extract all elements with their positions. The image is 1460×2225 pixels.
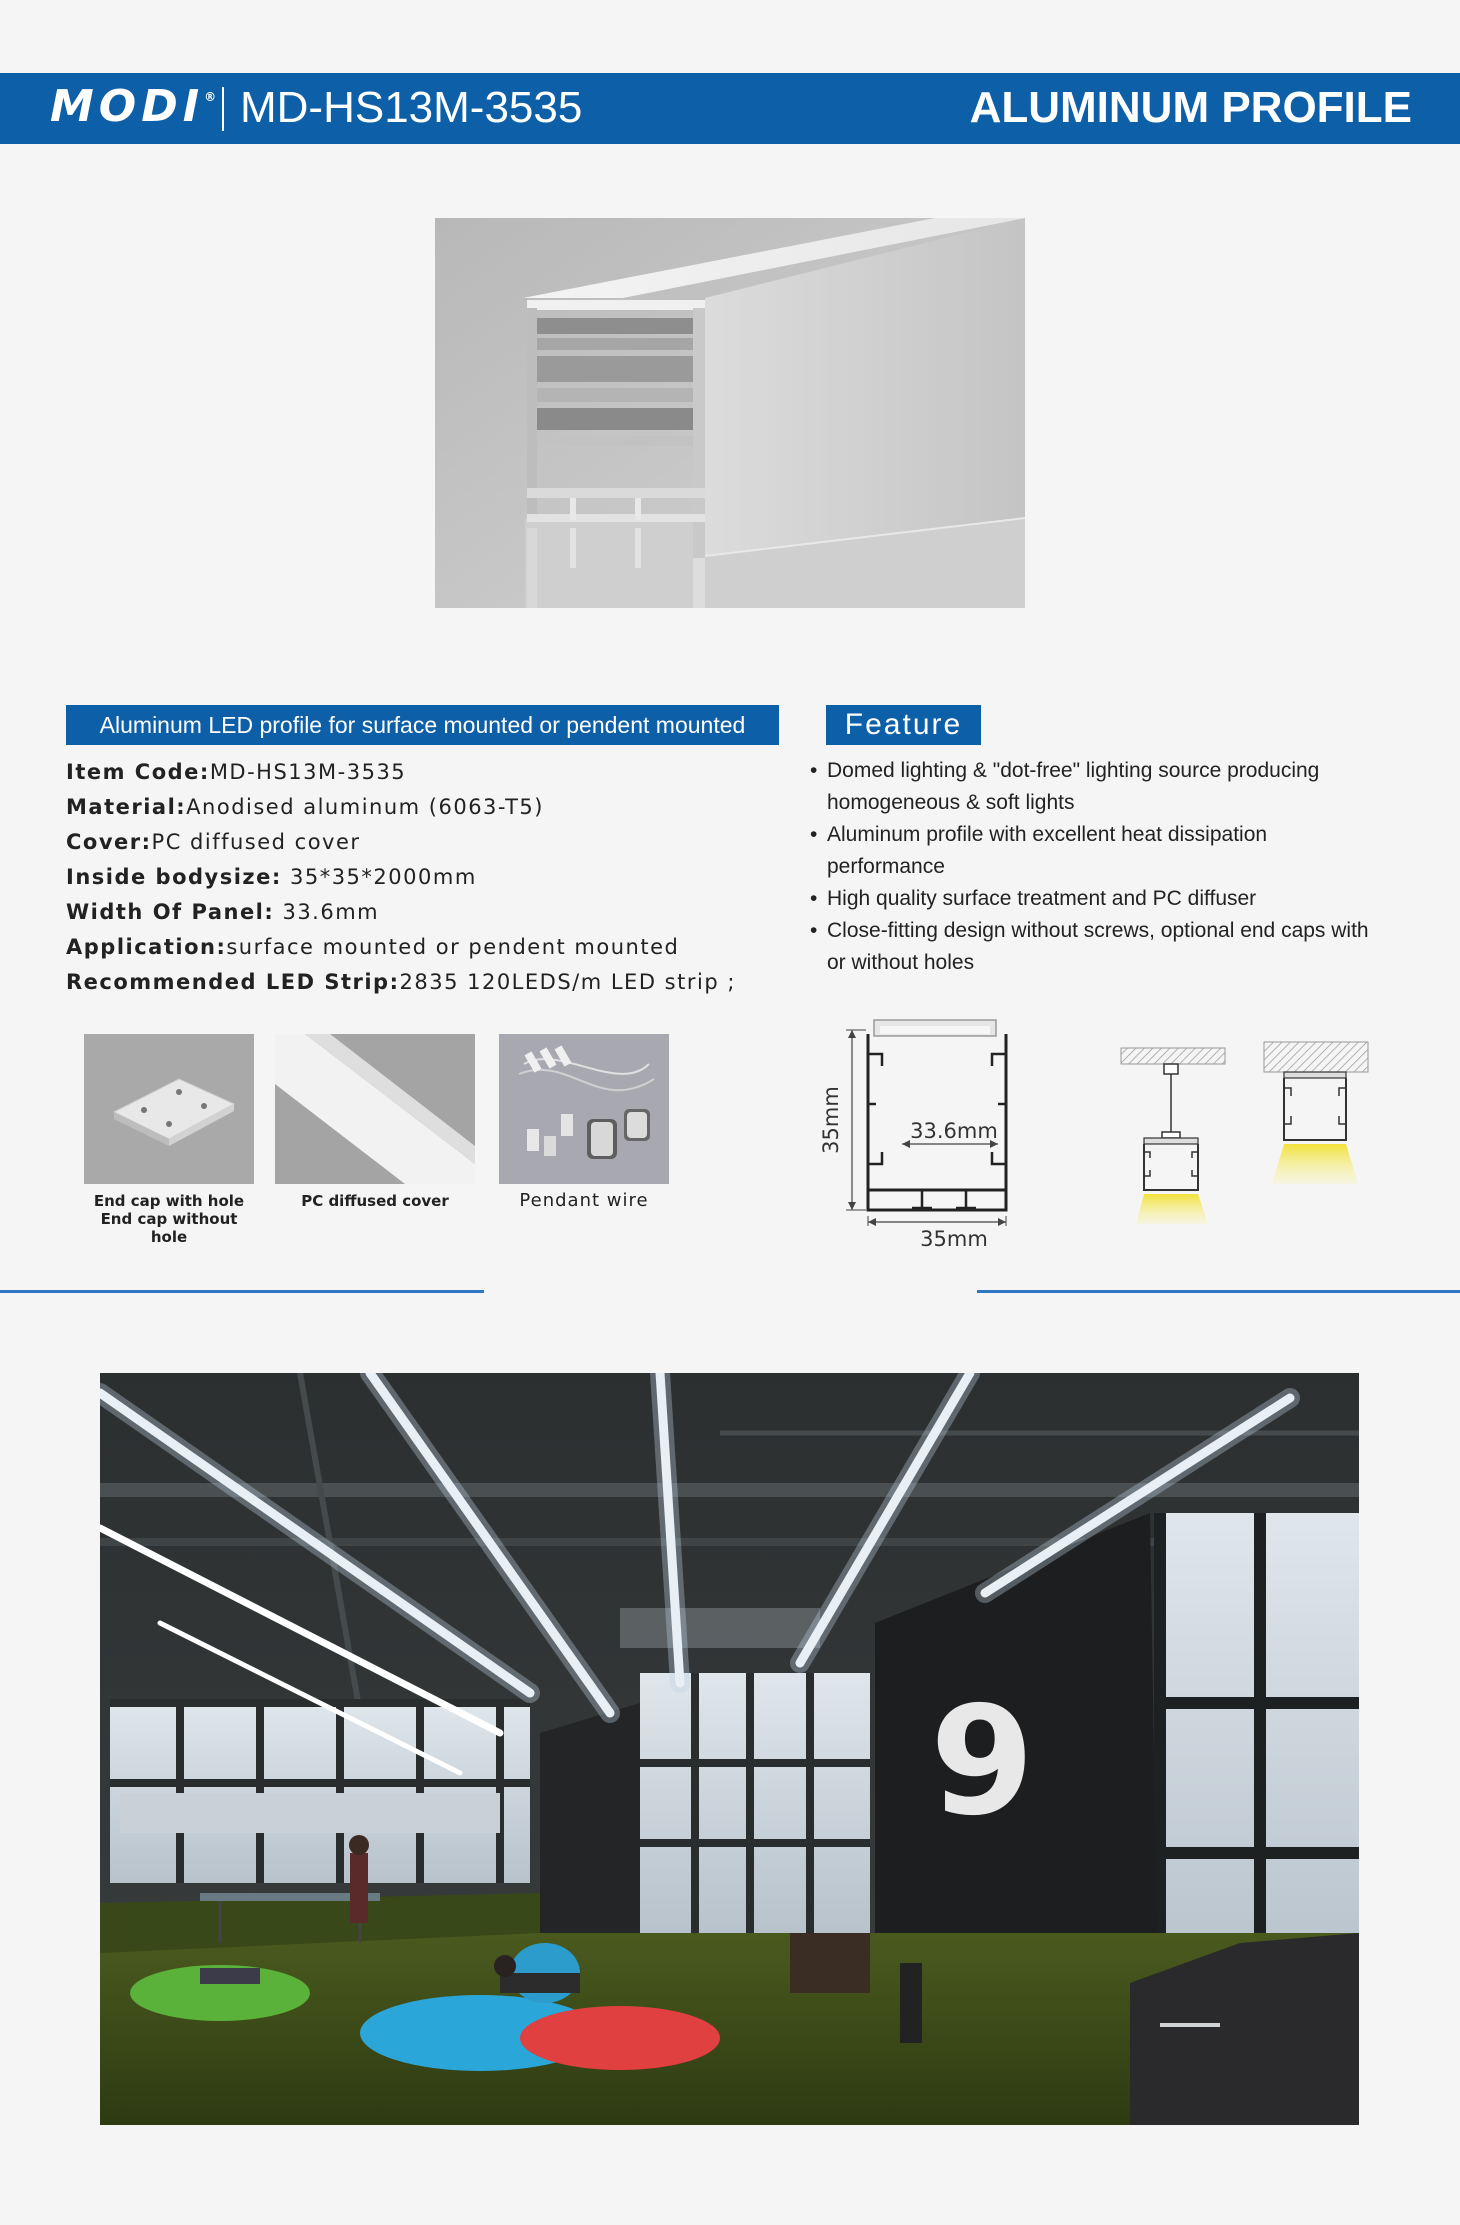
brand-name: MODI [50,81,205,132]
bullet-icon: • [810,823,818,846]
header-divider [222,87,224,131]
accessory-pendant-wire [499,1034,669,1210]
width-label: 35mm [920,1227,988,1251]
pendant-wire-caption: Pendant wire [519,1190,649,1211]
pc-cover-caption: PC diffused cover [301,1192,449,1210]
spec-list [66,755,766,1000]
pc-cover-image [275,1034,475,1184]
feature-list [810,755,1370,979]
bullet-icon: • [810,919,818,942]
bullet-icon: • [810,887,818,910]
installation-photo [100,1373,1359,2125]
section-divider-left [0,1290,484,1293]
feature-item: • High quality surface treatment and PC diffuser [810,883,1370,915]
accessory-pc-cover [275,1034,475,1210]
description-tag: Aluminum LED profile for surface mounted or pendent mounted [66,705,779,745]
spec-item-code: Item Code:MD-HS13M-3535 [66,760,407,784]
feature-title: Feature [826,705,981,745]
registered-mark: ® [204,90,217,105]
accessory-end-cap [84,1034,254,1246]
spec-panel-width: Width Of Panel: 33.6mm [66,900,380,924]
spec-bodysize: Inside bodysize: 35*35*2000mm [66,865,477,889]
bullet-icon: • [810,759,818,782]
model-number: MD-HS13M-3535 [240,83,583,132]
panel-width-label: 33.6mm [910,1119,998,1143]
pendant-wire-image [499,1034,669,1184]
category-title: ALUMINUM PROFILE [969,83,1412,132]
spec-led-strip: Recommended LED Strip:2835 120LEDS/m LED strip ; [66,970,736,994]
feature-item: • Close-fitting design without screws, optional end caps with or without holes [810,915,1370,979]
product-image [435,218,1025,608]
header-bar [0,73,1460,144]
spec-material: Material:Anodised aluminum (6063-T5) [66,795,544,819]
surface-mount-diagram [1262,1036,1372,1196]
pendant-mount-diagram [1118,1040,1228,1230]
feature-item: • Aluminum profile with excellent heat dissipation performance [810,819,1370,883]
profile-cross-section [818,1014,1058,1254]
brand-logo [50,81,216,132]
spec-application: Application:surface mounted or pendent mounted [66,935,680,959]
svg-text:9: 9 [930,1675,1035,1849]
height-label: 35mm [819,1086,843,1154]
spec-cover: Cover:PC diffused cover [66,830,361,854]
end-cap-image [84,1034,254,1184]
feature-item: • Domed lighting & "dot-free" lighting source producing homogeneous & soft lights [810,755,1370,819]
brand-nine-logo [930,1675,1034,1849]
section-divider-right [977,1290,1460,1293]
end-cap-caption: End cap with hole End cap without hole [93,1192,245,1246]
